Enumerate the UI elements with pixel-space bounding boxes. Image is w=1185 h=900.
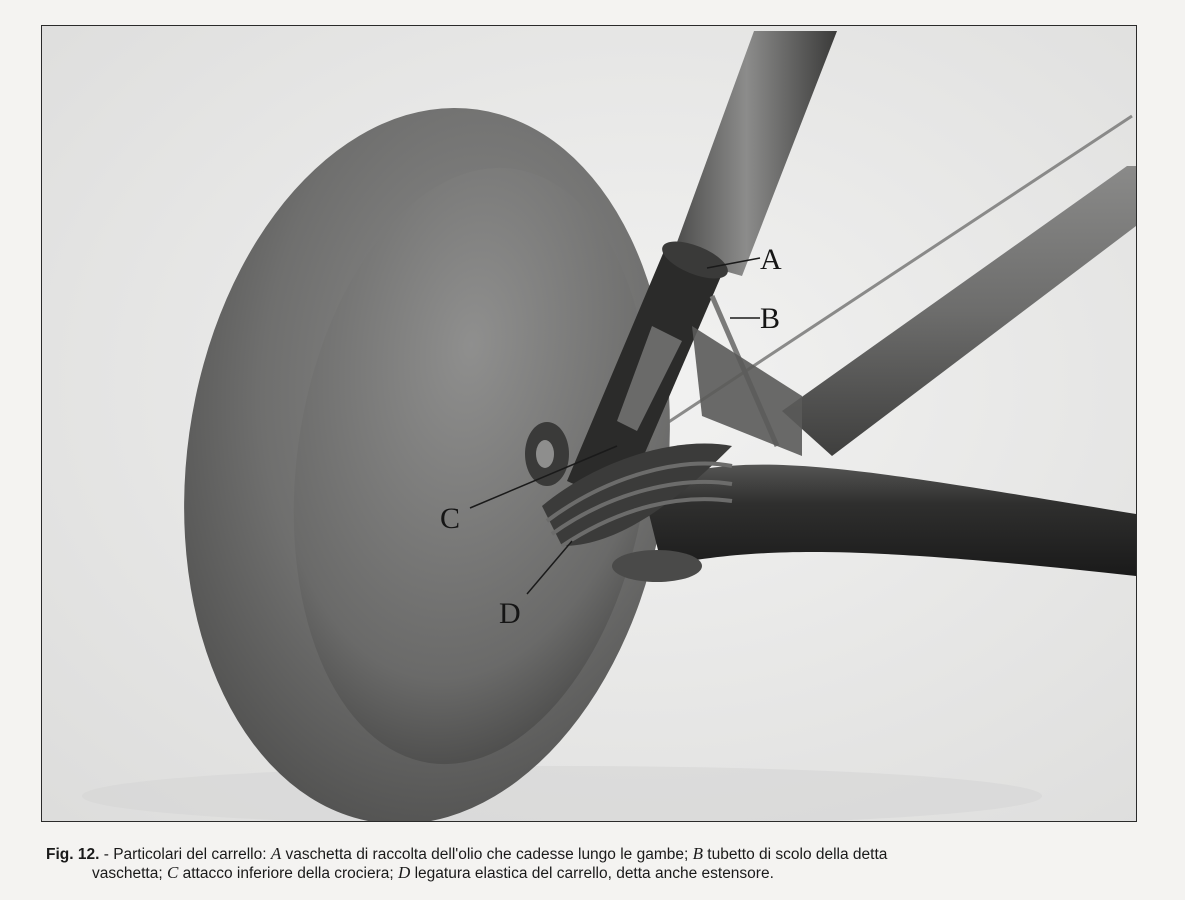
caption-dash: - (99, 846, 114, 863)
caption-intro: Particolari del carrello: (113, 846, 271, 863)
caption-letter-b: B (692, 844, 703, 863)
figure-number: Fig. 12. (46, 846, 100, 863)
caption-text-b2: vaschetta; (92, 865, 167, 882)
caption-letter-a: A (270, 844, 282, 863)
caption-line-2 (46, 864, 1136, 883)
svg-text:C: C (440, 502, 461, 535)
svg-text:D: D (499, 597, 521, 630)
svg-text:A: A (760, 243, 782, 276)
photograph (41, 25, 1137, 822)
svg-text:B: B (760, 302, 781, 335)
caption-letter-d: D (398, 863, 411, 882)
caption-text-d: legatura elastica del carrello, detta anche estensore. (410, 865, 774, 882)
caption-letter-c: C (166, 863, 179, 882)
landing-gear-illustration (42, 26, 1136, 821)
hub (525, 422, 569, 486)
figure-caption (46, 845, 1136, 883)
caption-text-a: vaschetta di raccolta dell'olio che cadesse lungo le gambe; (281, 846, 693, 863)
caption-text-b1: tubetto di scolo della detta (703, 846, 888, 863)
caption-text-c: attacco inferiore della crociera; (178, 865, 398, 882)
